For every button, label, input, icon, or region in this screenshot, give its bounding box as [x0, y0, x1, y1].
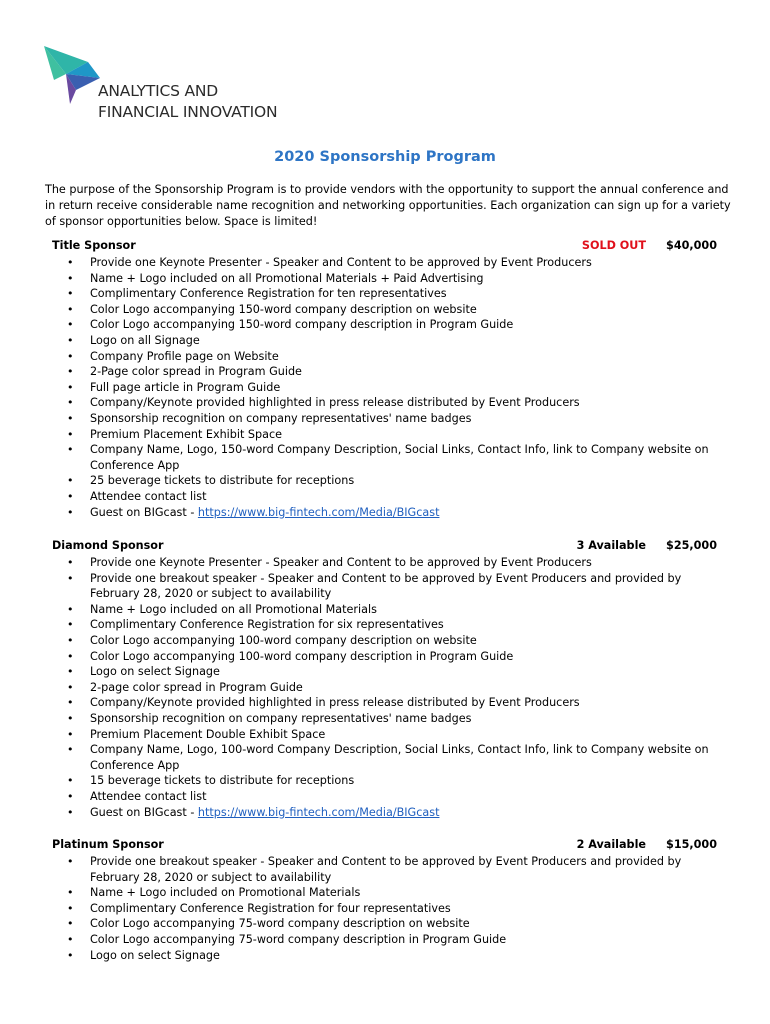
list-item: • Full page article in Program Guide — [52, 380, 720, 396]
list-item: • Color Logo accompanying 75-word company description on website — [52, 916, 720, 932]
sponsor-section-diamond — [52, 539, 720, 820]
list-item: • Color Logo accompanying 150-word company description in Program Guide — [52, 317, 720, 333]
list-item: • Provide one Keynote Presenter - Speaker and Content to be approved by Event Producers — [52, 555, 720, 571]
guest-label: Guest on BIGcast - — [90, 805, 198, 819]
list-item: • Company Name, Logo, 150-word Company Description, Social Links, Contact Info, link to Company website on Conference App — [52, 442, 720, 473]
sponsor-name: Platinum Sponsor — [52, 838, 164, 851]
sponsor-price: $40,000 — [666, 239, 717, 252]
list-item: • Logo on all Signage — [52, 333, 720, 349]
sponsor-price: $25,000 — [666, 539, 717, 552]
logo-line-1: ANALYTICS AND — [98, 82, 219, 100]
list-item: • 2-Page color spread in Program Guide — [52, 364, 720, 380]
sponsor-header — [52, 838, 720, 854]
list-item: • Sponsorship recognition on company representatives' name badges — [52, 711, 720, 727]
sponsor-availability: SOLD OUT — [581, 239, 646, 252]
list-item: • Provide one breakout speaker - Speaker and Content to be approved by Event Producers and provided by February 28, 2020 or subject to availability — [52, 571, 720, 602]
page-title: 2020 Sponsorship Program — [274, 149, 496, 165]
list-item: • Company/Keynote provided highlighted in press release distributed by Event Producers — [52, 695, 720, 711]
sponsor-header — [52, 239, 720, 255]
list-item: • Provide one breakout speaker - Speaker and Content to be approved by Event Producers and provided by February 28, 2020 or subject to availability — [52, 854, 720, 885]
list-item: • Complimentary Conference Registration for four representatives — [52, 901, 720, 917]
list-item: • Company/Keynote provided highlighted in press release distributed by Event Producers — [52, 395, 720, 411]
sponsor-availability: 2 Available — [576, 838, 646, 851]
benefits-list — [52, 555, 720, 820]
list-item: • Color Logo accompanying 150-word company description on website — [52, 302, 720, 318]
list-item: • Name + Logo included on all Promotional Materials — [52, 602, 720, 618]
list-item: • Provide one Keynote Presenter - Speaker and Content to be approved by Event Producers — [52, 255, 720, 271]
list-item: • Premium Placement Double Exhibit Space — [52, 727, 720, 743]
list-item: • Complimentary Conference Registration for six representatives — [52, 617, 720, 633]
company-logo — [42, 44, 312, 134]
list-item: • Color Logo accompanying 100-word company description on website — [52, 633, 720, 649]
list-item: • Name + Logo included on Promotional Materials — [52, 885, 720, 901]
sponsor-section-title — [52, 239, 720, 520]
list-item: • Color Logo accompanying 75-word company description in Program Guide — [52, 932, 720, 948]
list-item: • 15 beverage tickets to distribute for receptions — [52, 773, 720, 789]
list-item: • Company Name, Logo, 100-word Company Description, Social Links, Contact Info, link to Company website on Conference App — [52, 742, 720, 773]
list-item-guest — [52, 505, 720, 521]
list-item-guest — [52, 805, 720, 821]
list-item: • Color Logo accompanying 100-word company description in Program Guide — [52, 649, 720, 665]
list-item: • Logo on select Signage — [52, 664, 720, 680]
list-item: • Name + Logo included on all Promotional Materials + Paid Advertising — [52, 271, 720, 287]
benefits-list — [52, 255, 720, 520]
logo-triangles-icon — [42, 44, 102, 106]
list-item: • Attendee contact list — [52, 489, 720, 505]
sponsor-name: Diamond Sponsor — [52, 539, 164, 552]
list-item: • 2-page color spread in Program Guide — [52, 680, 720, 696]
sponsor-price: $15,000 — [666, 838, 717, 851]
intro-paragraph: The purpose of the Sponsorship Program is to provide vendors with the opportunity to support the annual conference and in return receive considerable name recognition and networking opportunities. Each organization can sign up for a variety of sponsor opportunities below. Space is limited! — [45, 183, 731, 228]
benefits-list — [52, 854, 720, 963]
sponsor-header — [52, 539, 720, 555]
list-item: • Company Profile page on Website — [52, 349, 720, 365]
list-item: • Attendee contact list — [52, 789, 720, 805]
list-item: • Premium Placement Exhibit Space — [52, 427, 720, 443]
sponsor-availability: 3 Available — [576, 539, 646, 552]
sponsor-section-platinum — [52, 838, 720, 963]
bigcast-link[interactable]: https://www.big-fintech.com/Media/BIGcast — [197, 505, 440, 519]
list-item: • Logo on select Signage — [52, 948, 720, 964]
logo-line-2: FINANCIAL INNOVATION — [98, 103, 278, 121]
list-item: • Sponsorship recognition on company representatives' name badges — [52, 411, 720, 427]
bigcast-link[interactable]: https://www.big-fintech.com/Media/BIGcast — [197, 805, 440, 819]
list-item: • 25 beverage tickets to distribute for receptions — [52, 473, 720, 489]
guest-label: Guest on BIGcast - — [90, 505, 198, 519]
list-item: • Complimentary Conference Registration for ten representatives — [52, 286, 720, 302]
sponsor-name: Title Sponsor — [52, 239, 136, 252]
